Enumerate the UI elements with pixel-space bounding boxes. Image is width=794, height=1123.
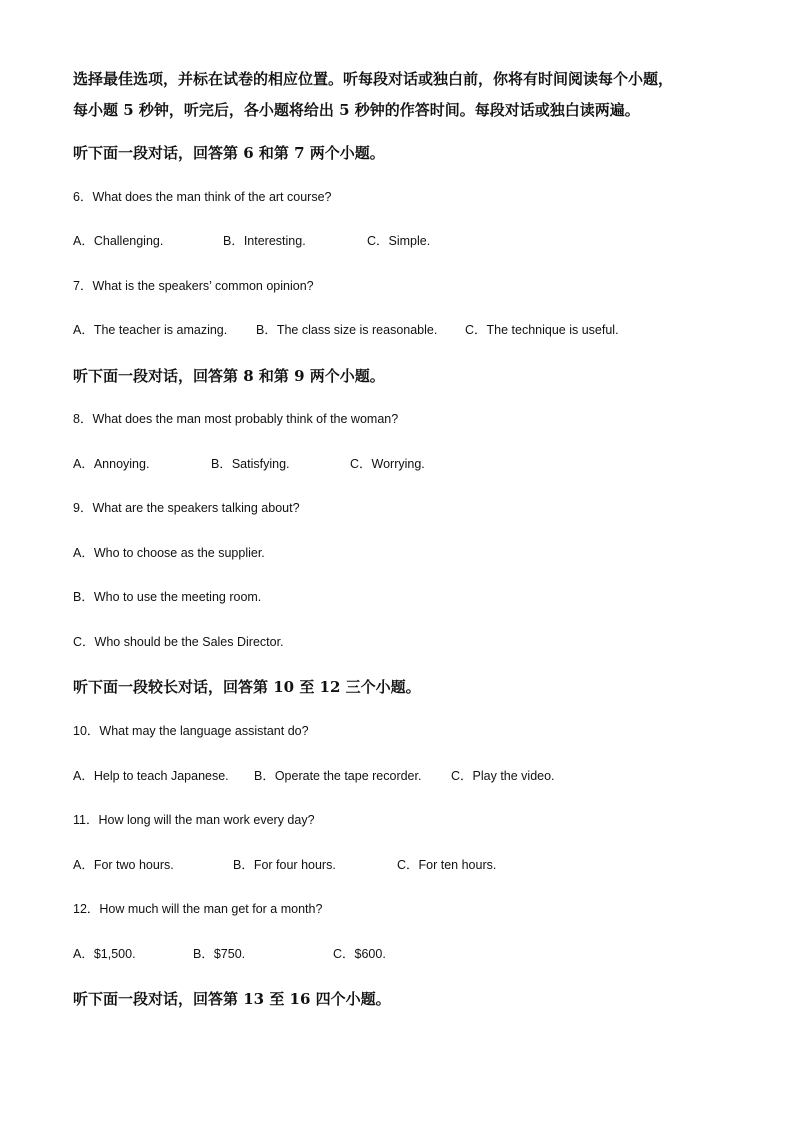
option-b: B．Operate the tape recorder. (254, 769, 422, 783)
section-heading: 听下面一段对话，回答第 13 至 16 四个小题。 (73, 990, 391, 1008)
section-heading: 听下面一段对话，回答第 8 和第 9 两个小题。 (73, 367, 385, 385)
answer-options (73, 455, 713, 473)
option-c: C．For ten hours. (397, 858, 497, 872)
option-c: C．Worrying. (350, 457, 425, 471)
option-a: A．Help to teach Japanese. (73, 769, 229, 783)
question-stem: 12．How much will the man get for a month? (73, 902, 323, 916)
option-a: A．Who to choose as the supplier. (73, 546, 265, 560)
question-stem: 9．What are the speakers talking about? (73, 501, 300, 515)
option-c: C．$600. (333, 947, 386, 961)
option-b: B．The class size is reasonable. (256, 323, 438, 337)
option-b: B．Interesting. (223, 234, 306, 248)
question-stem: 6．What does the man think of the art course? (73, 190, 332, 204)
answer-options (73, 232, 713, 250)
option-a: A．Annoying. (73, 457, 150, 471)
answer-options (73, 321, 713, 339)
question-stem: 11．How long will the man work every day? (73, 813, 315, 827)
answer-options (73, 856, 713, 874)
option-a: A．Challenging. (73, 234, 164, 248)
option-a: A．The teacher is amazing. (73, 323, 228, 337)
section-heading: 听下面一段较长对话，回答第 10 至 12 三个小题。 (73, 678, 421, 696)
option-a: A．$1,500. (73, 947, 136, 961)
option-c: C．Simple. (367, 234, 431, 248)
option-b: B．Satisfying. (211, 457, 290, 471)
option-c: C．Who should be the Sales Director. (73, 635, 284, 649)
instructions-paragraph (73, 64, 733, 126)
option-b: B．$750. (193, 947, 246, 961)
instructions-line: 选择最佳选项，并标在试卷的相应位置。听每段对话或独白前，你将有时间阅读每个小题， (73, 70, 674, 88)
question-stem: 8．What does the man most probably think of the woman? (73, 412, 399, 426)
question-stem: 10．What may the language assistant do? (73, 724, 309, 738)
section-heading: 听下面一段对话，回答第 6 和第 7 两个小题。 (73, 144, 385, 162)
option-c: C．The technique is useful. (465, 323, 619, 337)
answer-options (73, 945, 713, 963)
instructions-line: 每小题 5 秒钟，听完后，各小题将给出 5 秒钟的作答时间。每段对话或独白读两遍。 (73, 101, 640, 119)
answer-options (73, 767, 713, 785)
question-stem: 7．What is the speakers’ common opinion? (73, 279, 314, 293)
option-b: B．Who to use the meeting room. (73, 590, 262, 604)
option-b: B．For four hours. (233, 858, 336, 872)
option-c: C．Play the video. (451, 769, 555, 783)
option-a: A．For two hours. (73, 858, 174, 872)
